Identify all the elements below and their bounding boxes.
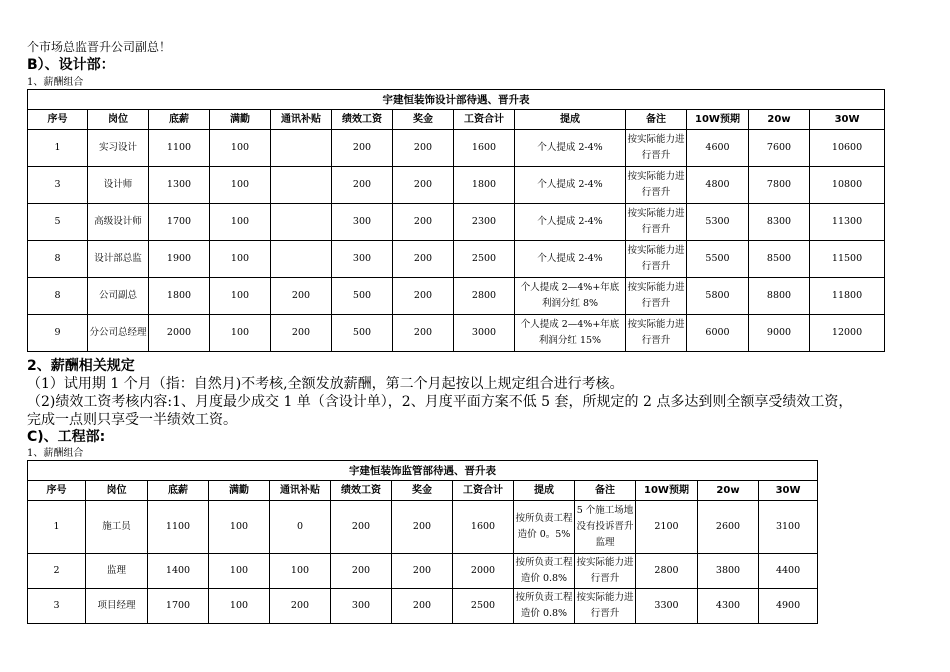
column-header: 满勤 xyxy=(209,481,270,501)
table-cell: 200 xyxy=(271,315,332,352)
column-header: 奖金 xyxy=(393,110,454,130)
table-cell: 8 xyxy=(28,278,88,315)
table-title: 宇建恒装饰设计部待遇、晋升表 xyxy=(28,90,885,110)
table-cell: 4600 xyxy=(687,130,749,167)
table-cell: 100 xyxy=(210,278,271,315)
engineering-dept-heading: C)、工程部: xyxy=(27,429,106,445)
column-header: 提成 xyxy=(514,481,575,501)
table-cell: 10600 xyxy=(810,130,885,167)
table-cell: 100 xyxy=(209,554,270,589)
table-cell: 1300 xyxy=(149,167,210,204)
table-cell: 200 xyxy=(331,554,392,589)
table-cell: 9 xyxy=(28,315,88,352)
table-row xyxy=(28,130,885,167)
table-cell: 1600 xyxy=(454,130,515,167)
table-cell: 2800 xyxy=(636,554,698,589)
table-cell: 0 xyxy=(270,501,331,554)
table-cell: 1800 xyxy=(454,167,515,204)
column-header: 底薪 xyxy=(148,481,209,501)
column-header: 奖金 xyxy=(392,481,453,501)
table-cell: 1400 xyxy=(148,554,209,589)
table-cell: 11800 xyxy=(810,278,885,315)
table-cell: 100 xyxy=(210,204,271,241)
table-cell xyxy=(271,204,332,241)
table-cell: 200 xyxy=(332,130,393,167)
table-cell: 200 xyxy=(271,278,332,315)
column-header: 20w xyxy=(698,481,759,501)
table-row xyxy=(28,554,818,589)
table-cell: 300 xyxy=(331,589,392,624)
table-cell: 200 xyxy=(393,241,454,278)
column-header: 备注 xyxy=(575,481,636,501)
table-row xyxy=(28,241,885,278)
table-header-row xyxy=(28,110,885,130)
table-cell: 2500 xyxy=(453,589,514,624)
table-cell: 个人提成 2-4% xyxy=(515,130,626,167)
table-cell: 12000 xyxy=(810,315,885,352)
rules-paragraph-2: （2)绩效工资考核内容:1、月度最少成交 1 单（含设计单），2、月度平面方案不低 5 套，所规定的 2 点多达到则全额享受绩效工资， xyxy=(27,394,853,410)
table-row xyxy=(28,315,885,352)
column-header: 10W预期 xyxy=(636,481,698,501)
design-dept-salary-table xyxy=(27,89,885,352)
table-cell: 100 xyxy=(209,589,270,624)
column-header: 绩效工资 xyxy=(332,110,393,130)
table-cell: 200 xyxy=(393,130,454,167)
table-cell: 500 xyxy=(332,315,393,352)
table-cell: 100 xyxy=(210,241,271,278)
table-cell: 100 xyxy=(210,130,271,167)
column-header: 底薪 xyxy=(149,110,210,130)
table-cell: 200 xyxy=(393,278,454,315)
table-cell: 4900 xyxy=(759,589,818,624)
table-cell: 4400 xyxy=(759,554,818,589)
table-row xyxy=(28,167,885,204)
table-cell: 2800 xyxy=(454,278,515,315)
table-cell: 5 个施工场地没有投诉晋升监理 xyxy=(575,501,636,554)
column-header: 岗位 xyxy=(88,110,149,130)
table-cell: 按实际能力进行晋升 xyxy=(626,204,687,241)
table-cell: 项目经理 xyxy=(86,589,148,624)
table-cell: 5500 xyxy=(687,241,749,278)
table-cell: 7600 xyxy=(749,130,810,167)
table-cell: 2600 xyxy=(698,501,759,554)
table-cell: 1600 xyxy=(453,501,514,554)
table-cell: 8800 xyxy=(749,278,810,315)
table-title: 宇建恒装饰监管部待遇、晋升表 xyxy=(28,461,818,481)
table-cell: 200 xyxy=(392,589,453,624)
table-cell: 300 xyxy=(332,241,393,278)
table-cell: 200 xyxy=(270,589,331,624)
table-cell: 200 xyxy=(393,315,454,352)
table-cell: 1 xyxy=(28,130,88,167)
table-cell: 3 xyxy=(28,167,88,204)
table-cell: 200 xyxy=(393,167,454,204)
table-cell: 2000 xyxy=(453,554,514,589)
table-cell: 按所负责工程造价 0。5% xyxy=(514,501,575,554)
table-cell: 按所负责工程造价 0.8% xyxy=(514,589,575,624)
table-cell: 200 xyxy=(331,501,392,554)
table-cell: 6000 xyxy=(687,315,749,352)
table-cell: 个人提成 2—4%+年底利润分红 15% xyxy=(515,315,626,352)
column-header: 通讯补贴 xyxy=(271,110,332,130)
table-cell: 200 xyxy=(332,167,393,204)
column-header: 20w xyxy=(749,110,810,130)
table-cell: 5800 xyxy=(687,278,749,315)
column-header: 30W xyxy=(810,110,885,130)
table-cell: 1100 xyxy=(149,130,210,167)
engineering-dept-subheading: 1、薪酬组合 xyxy=(27,448,84,459)
table-cell: 9000 xyxy=(749,315,810,352)
table-cell: 100 xyxy=(210,167,271,204)
table-row xyxy=(28,501,818,554)
table-cell: 11300 xyxy=(810,204,885,241)
table-cell: 200 xyxy=(392,501,453,554)
column-header: 工资合计 xyxy=(453,481,514,501)
table-cell: 2500 xyxy=(454,241,515,278)
table-cell xyxy=(271,167,332,204)
table-cell: 1 xyxy=(28,501,86,554)
engineering-dept-salary-table xyxy=(27,460,818,624)
column-header: 提成 xyxy=(515,110,626,130)
rules-heading: 2、薪酬相关规定 xyxy=(27,358,135,374)
table-cell: 个人提成 2-4% xyxy=(515,241,626,278)
table-cell: 实习设计 xyxy=(88,130,149,167)
table-cell: 监理 xyxy=(86,554,148,589)
column-header: 30W xyxy=(759,481,818,501)
table-cell: 2000 xyxy=(149,315,210,352)
table-cell: 个人提成 2-4% xyxy=(515,204,626,241)
column-header: 通讯补贴 xyxy=(270,481,331,501)
table-cell: 10800 xyxy=(810,167,885,204)
column-header: 岗位 xyxy=(86,481,148,501)
table-cell: 高级设计师 xyxy=(88,204,149,241)
column-header: 绩效工资 xyxy=(331,481,392,501)
table-cell: 1700 xyxy=(149,204,210,241)
column-header: 序号 xyxy=(28,110,88,130)
table-cell: 3300 xyxy=(636,589,698,624)
table-cell: 施工员 xyxy=(86,501,148,554)
table-row xyxy=(28,204,885,241)
table-cell: 分公司总经理 xyxy=(88,315,149,352)
rules-paragraph-2-cont: 完成一点则只享受一半绩效工资。 xyxy=(27,412,237,428)
table-cell: 个人提成 2—4%+年底利润分红 8% xyxy=(515,278,626,315)
design-dept-subheading: 1、薪酬组合 xyxy=(27,77,84,88)
table-cell: 8500 xyxy=(749,241,810,278)
table-cell: 按实际能力进行晋升 xyxy=(626,315,687,352)
table-cell: 3000 xyxy=(454,315,515,352)
intro-line: 个市场总监晋升公司副总！ xyxy=(27,40,172,54)
column-header: 满勤 xyxy=(210,110,271,130)
table-cell: 5 xyxy=(28,204,88,241)
table-cell: 按实际能力进行晋升 xyxy=(575,554,636,589)
column-header: 序号 xyxy=(28,481,86,501)
table-cell: 4800 xyxy=(687,167,749,204)
table-cell: 按实际能力进行晋升 xyxy=(626,241,687,278)
table-row xyxy=(28,589,818,624)
table-cell: 1800 xyxy=(149,278,210,315)
table-cell: 按实际能力进行晋升 xyxy=(626,130,687,167)
table-cell: 公司副总 xyxy=(88,278,149,315)
table-cell: 按实际能力进行晋升 xyxy=(626,278,687,315)
table-cell: 4300 xyxy=(698,589,759,624)
table-cell: 设计师 xyxy=(88,167,149,204)
table-cell: 200 xyxy=(393,204,454,241)
table-cell: 3 xyxy=(28,589,86,624)
column-header: 工资合计 xyxy=(454,110,515,130)
table-cell: 8300 xyxy=(749,204,810,241)
table-cell xyxy=(271,130,332,167)
table-cell: 100 xyxy=(209,501,270,554)
table-cell: 5300 xyxy=(687,204,749,241)
table-cell: 个人提成 2-4% xyxy=(515,167,626,204)
table-cell: 1900 xyxy=(149,241,210,278)
table-cell: 8 xyxy=(28,241,88,278)
table-cell: 1700 xyxy=(148,589,209,624)
table-row xyxy=(28,278,885,315)
table-header-row xyxy=(28,481,818,501)
table-cell: 3800 xyxy=(698,554,759,589)
table-cell: 2300 xyxy=(454,204,515,241)
column-header: 备注 xyxy=(626,110,687,130)
column-header: 10W预期 xyxy=(687,110,749,130)
table-cell: 设计部总监 xyxy=(88,241,149,278)
table-cell: 2 xyxy=(28,554,86,589)
table-cell: 300 xyxy=(332,204,393,241)
table-cell: 按实际能力进行晋升 xyxy=(575,589,636,624)
table-cell: 7800 xyxy=(749,167,810,204)
rules-paragraph-1: （1）试用期 1 个月（指：自然月)不考核,全额发放薪酬，第二个月起按以上规定组合进行考核。 xyxy=(27,376,624,392)
table-cell: 按实际能力进行晋升 xyxy=(626,167,687,204)
table-cell: 2100 xyxy=(636,501,698,554)
table-cell: 200 xyxy=(392,554,453,589)
table-cell xyxy=(271,241,332,278)
table-cell: 100 xyxy=(270,554,331,589)
table-cell: 500 xyxy=(332,278,393,315)
table-cell: 3100 xyxy=(759,501,818,554)
table-cell: 1100 xyxy=(148,501,209,554)
table-cell: 11500 xyxy=(810,241,885,278)
table-cell: 按所负责工程造价 0.8% xyxy=(514,554,575,589)
design-dept-heading: B）、设计部： xyxy=(27,57,115,73)
table-cell: 100 xyxy=(210,315,271,352)
